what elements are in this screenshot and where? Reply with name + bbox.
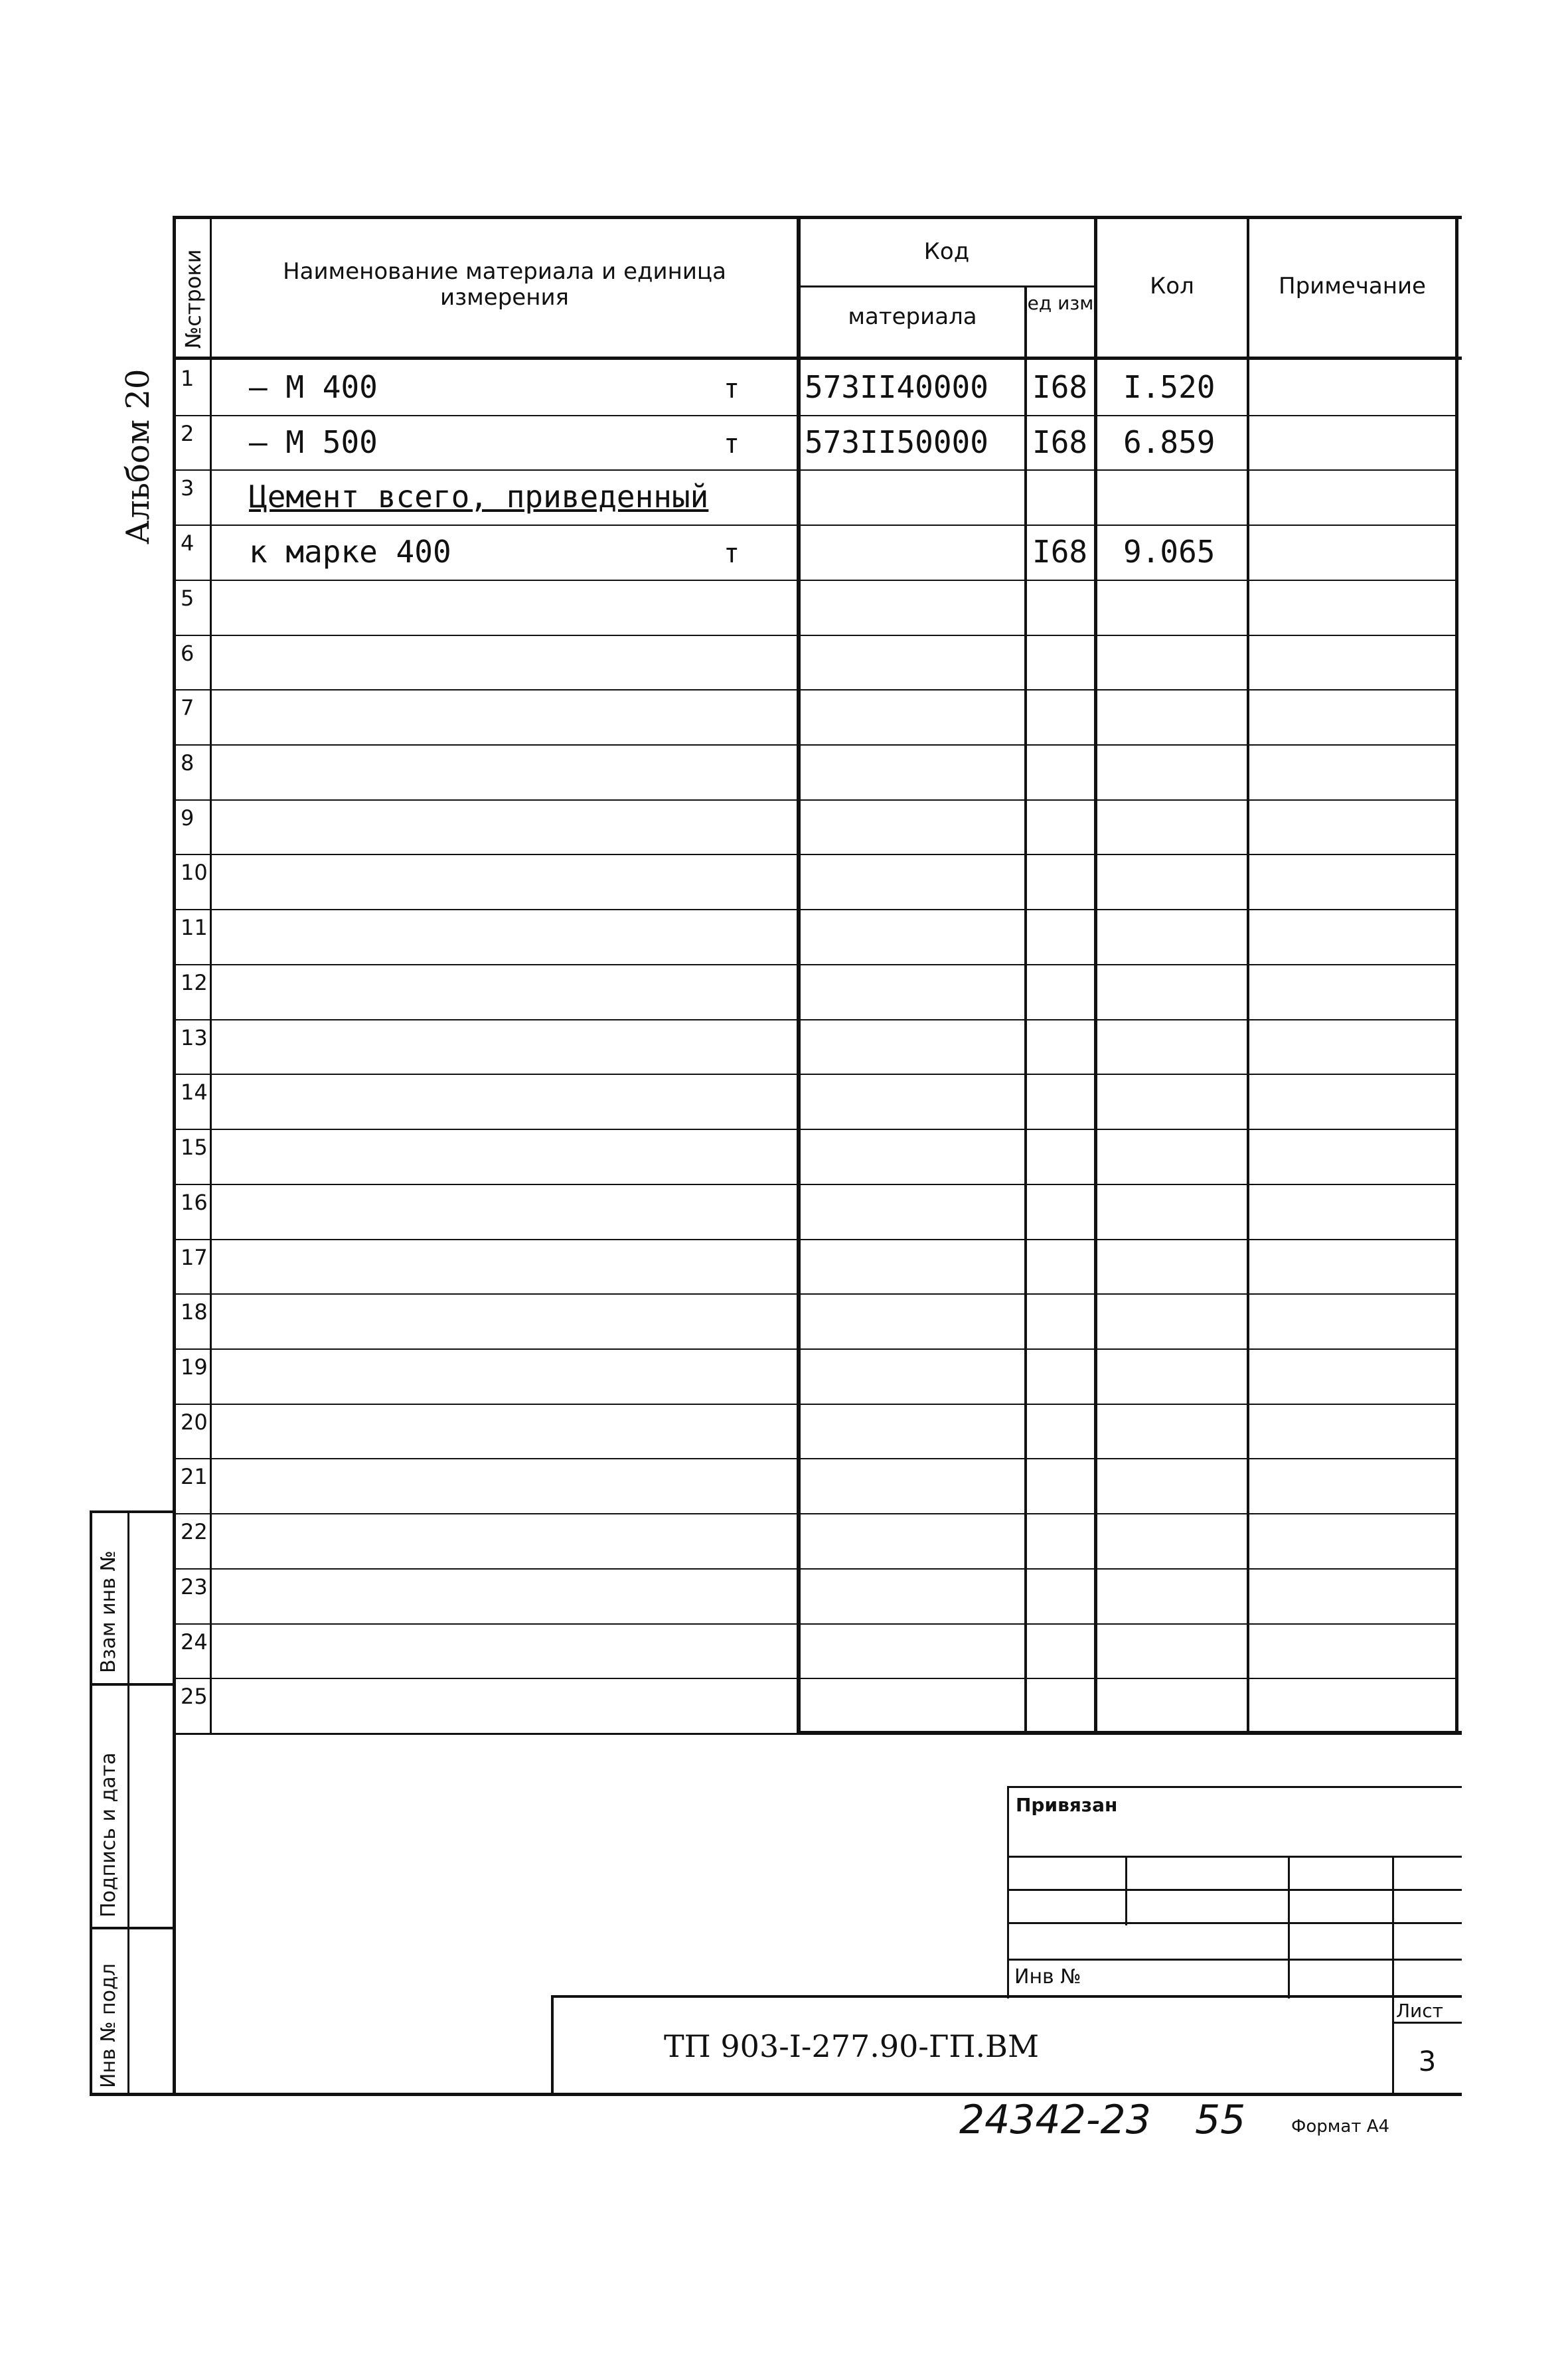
right-border <box>1455 216 1458 1735</box>
row-divider <box>174 1293 1458 1295</box>
cell-unit-code: I68 <box>1032 424 1088 460</box>
row-divider <box>174 525 1458 526</box>
row-number: 2 <box>181 421 195 446</box>
row-number: 5 <box>181 586 195 611</box>
tb-line-top <box>1007 1786 1462 1788</box>
row-number: 6 <box>181 641 195 666</box>
row-divider <box>174 1129 1458 1130</box>
row-number: 20 <box>181 1410 208 1435</box>
tb-vline-1 <box>1125 1856 1127 1925</box>
row-number: 19 <box>181 1354 208 1380</box>
album-label: Альбом 20 <box>119 368 157 544</box>
tb-vline-2 <box>1288 1856 1290 1998</box>
vzam-inv-label: Взам инв № <box>97 1550 120 1673</box>
privyazan-label: Привязан <box>1016 1794 1118 1816</box>
row-divider <box>174 1513 1458 1514</box>
row-divider <box>174 689 1458 690</box>
unit-column-divider <box>1024 285 1027 1735</box>
row-divider <box>174 415 1458 416</box>
row-number: 16 <box>181 1190 208 1215</box>
podpis-data-label: Подпись и дата <box>97 1752 120 1917</box>
row-number: 24 <box>181 1629 208 1655</box>
row-divider <box>174 1019 1458 1020</box>
cell-unit: т <box>724 374 740 404</box>
cell-name: – М 400 <box>249 369 378 405</box>
row-number: 11 <box>181 915 208 940</box>
tb-line-left <box>1007 1786 1009 1998</box>
side-stamp-line-2 <box>90 1927 175 1929</box>
header-bottom-border <box>174 357 1462 360</box>
cell-unit-code: I68 <box>1032 369 1088 405</box>
cell-name: к марке 400 <box>249 534 451 570</box>
footer-number: 24342-23 <box>959 2097 1151 2143</box>
name-header: Наименование материала и единица измерения <box>283 258 726 311</box>
cell-qty: I.520 <box>1123 369 1215 405</box>
table-top-border <box>174 216 1462 219</box>
row-divider <box>174 964 1458 965</box>
row-number: 23 <box>181 1574 208 1599</box>
code-subheader-line <box>801 285 1095 287</box>
cell-unit: т <box>724 538 740 569</box>
row-divider <box>174 1568 1458 1570</box>
code-material-header: материала <box>848 303 977 330</box>
side-stamp-top <box>90 1510 175 1513</box>
cell-unit-code: I68 <box>1032 534 1088 570</box>
sheet-label: Лист <box>1396 2000 1443 2022</box>
row-divider <box>174 1184 1458 1185</box>
table-bottom-border <box>174 1733 798 1735</box>
qty-column-left <box>1094 216 1097 1735</box>
row-divider <box>174 909 1458 910</box>
qty-header: Кол <box>1150 273 1194 299</box>
row-number: 8 <box>181 750 195 775</box>
document-code: ТП 903-I-277.90-ГП.ВМ <box>664 2028 1040 2064</box>
row-divider <box>174 854 1458 855</box>
row-number: 9 <box>181 805 195 831</box>
row-number: 17 <box>181 1245 208 1270</box>
left-border <box>173 216 176 2095</box>
rownum-header: №строки <box>181 249 206 349</box>
row-divider <box>174 1623 1458 1625</box>
row-divider <box>174 469 1458 471</box>
sheet-number: 3 <box>1418 2045 1437 2077</box>
tb-doc-top <box>551 1995 1462 1998</box>
inv-no-label: Инв № <box>1014 1965 1081 1988</box>
code-column-left <box>797 216 801 1735</box>
row-number: 13 <box>181 1025 208 1050</box>
table-bottom-border-bold <box>797 1731 1462 1735</box>
cell-code: 573II50000 <box>805 424 988 460</box>
footer-page: 55 <box>1195 2097 1246 2143</box>
row-divider <box>174 1239 1458 1240</box>
cell-unit: т <box>724 429 740 459</box>
row-divider <box>174 1074 1458 1075</box>
row-divider <box>174 1678 1458 1679</box>
row-number: 15 <box>181 1135 208 1160</box>
cell-name: Цемент всего, приведенный <box>249 479 709 515</box>
cell-qty: 9.065 <box>1123 534 1215 570</box>
row-number: 18 <box>181 1299 208 1325</box>
row-divider <box>174 744 1458 746</box>
note-column-left <box>1247 216 1249 1735</box>
cell-qty: 6.859 <box>1123 424 1215 460</box>
row-number: 21 <box>181 1464 208 1489</box>
format-label: Формат А4 <box>1291 2117 1390 2137</box>
side-stamp-divider <box>127 1510 129 2095</box>
row-divider <box>174 635 1458 636</box>
code-unit-header: ед изм <box>1027 292 1094 314</box>
row-number: 7 <box>181 695 195 720</box>
page-bottom-border <box>90 2093 1462 2096</box>
row-number: 10 <box>181 860 208 885</box>
row-number: 1 <box>181 366 195 391</box>
cell-code: 573II40000 <box>805 369 988 405</box>
row-divider <box>174 1348 1458 1350</box>
cell-name: – М 500 <box>249 424 378 460</box>
row-number: 12 <box>181 970 208 995</box>
row-number: 3 <box>181 475 195 501</box>
row-divider <box>174 799 1458 801</box>
row-number: 14 <box>181 1080 208 1105</box>
side-stamp-left <box>90 1510 92 2095</box>
inv-podl-label: Инв № подл <box>97 1963 120 2088</box>
row-divider <box>174 1404 1458 1405</box>
row-number: 22 <box>181 1519 208 1544</box>
code-header: Код <box>923 238 970 265</box>
row-divider <box>174 580 1458 581</box>
tb-sheet-line <box>1392 2022 1462 2024</box>
row-divider <box>174 1458 1458 1459</box>
row-number: 25 <box>181 1684 208 1709</box>
side-stamp-line-1 <box>90 1683 175 1686</box>
note-header: Примечание <box>1279 273 1426 299</box>
row-number: 4 <box>181 530 195 556</box>
tb-doc-left <box>551 1995 554 2095</box>
